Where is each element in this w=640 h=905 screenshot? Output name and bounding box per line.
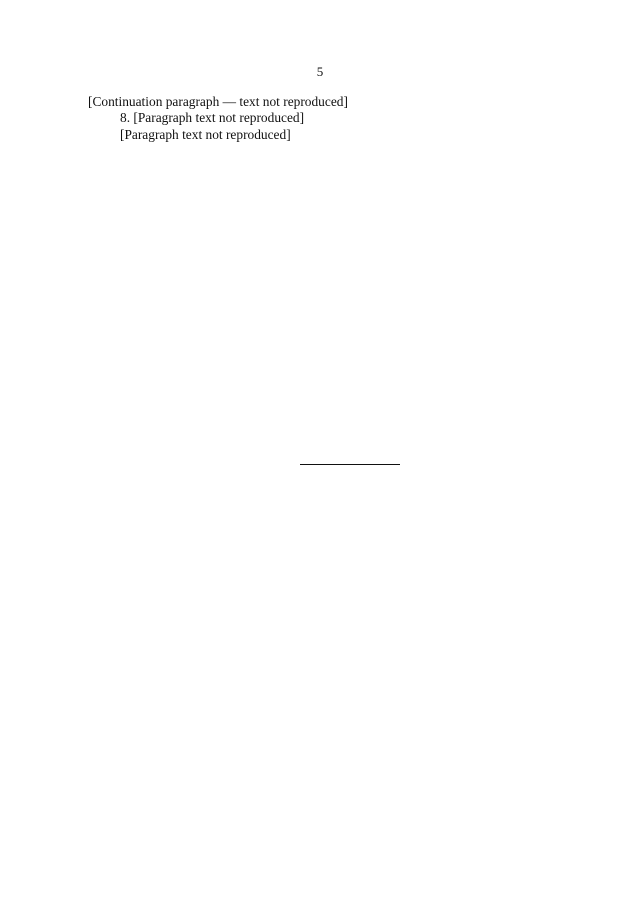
- document-body: [88, 94, 552, 143]
- paragraph-ministry-report: [Paragraph text not reproduced]: [120, 126, 291, 142]
- paragraph-8: 8. [Paragraph text not reproduced]: [120, 110, 305, 126]
- page-number: 5: [316, 64, 324, 79]
- end-of-document-rule: [300, 464, 400, 465]
- paragraph-continuation: [Continuation paragraph — text not reproduced]: [88, 94, 348, 109]
